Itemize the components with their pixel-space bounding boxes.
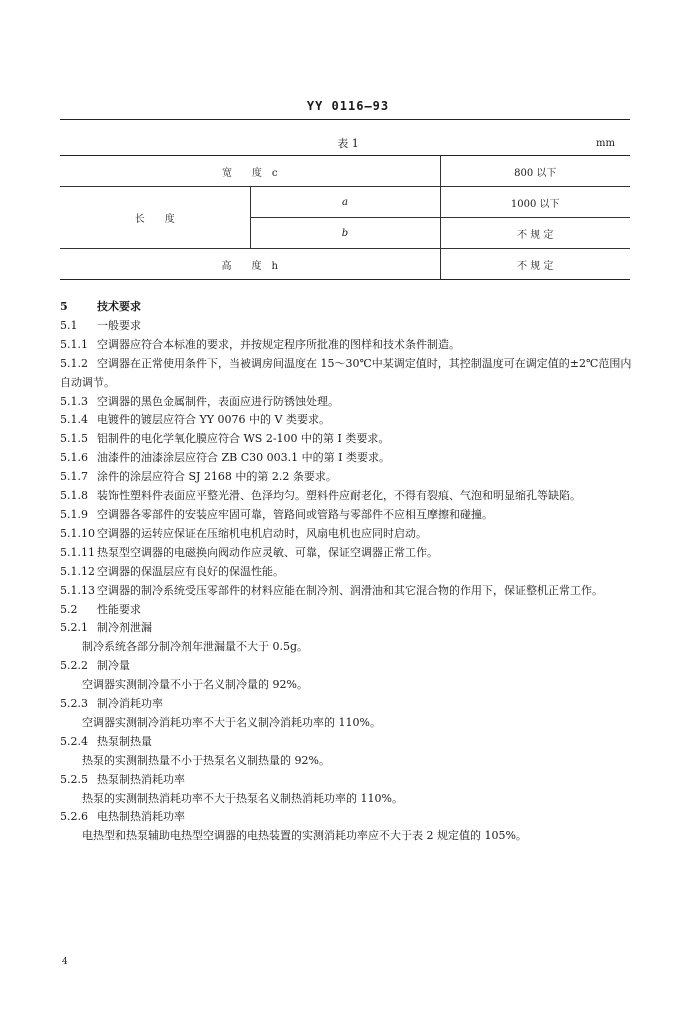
height-value-cell: 不 规 定 <box>440 249 630 280</box>
clause-body: 热泵的实测制热消耗功率不大于热泵名义制热消耗功率的 110%。 <box>82 791 403 805</box>
clause: 5.2.5 热泵制热消耗功率 <box>60 772 185 786</box>
clause: 5.1.3 空调器的黑色金属制件，表面应进行防锈蚀处理。 <box>60 394 339 408</box>
clause: 5.1.4 电镀件的镀层应符合 YY 0076 中的 V 类要求。 <box>60 413 330 427</box>
length-b-cell: b <box>250 218 440 249</box>
clause-body: 热泵的实测制热量不小于热泵名义制热量的 92%。 <box>82 753 330 767</box>
table-unit: mm <box>596 138 615 149</box>
table-row <box>60 187 630 218</box>
clause: 5.2.1 制冷剂泄漏 <box>60 621 152 635</box>
clause: 5.1.7 涂件的涂层应符合 SJ 2168 中的第 2.2 条要求。 <box>60 470 337 484</box>
clause: 5.1.5 铝制件的电化学氧化膜应符合 WS 2-100 中的第 I 类要求。 <box>60 432 390 446</box>
clause: 5.1.1 空调器应符合本标准的要求，并按规定程序所批准的图样和技术条件制造。 <box>60 337 460 351</box>
clause: 5.1.12 空调器的保温层应有良好的保温性能。 <box>60 564 284 578</box>
clause: 5.2.3 制冷消耗功率 <box>60 697 163 711</box>
length-b-value-cell: 不 规 定 <box>440 218 630 249</box>
length-label-cell: 长 度 <box>60 187 250 249</box>
clause: 5.1.11 热泵型空调器的电磁换向阀动作应灵敏、可靠，保证空调器正常工作。 <box>60 545 438 559</box>
clause: 5.1.2 空调器在正常使用条件下，当被调房间温度在 15～30℃中某调定值时，其控制温度可在调定值的±2℃范围内自动调节。 <box>60 356 632 389</box>
clause-body: 制冷系统各部分制冷剂年泄漏量不大于 0.5g。 <box>82 640 309 654</box>
clause-body: 空调器实测制冷消耗功率不大于名义制冷消耗功率的 110%。 <box>82 715 381 729</box>
clause: 5.2.6 电热制热消耗功率 <box>60 810 185 824</box>
clause: 5.2 性能要求 <box>60 602 141 616</box>
table-caption: 表 1 <box>337 137 359 150</box>
section-heading: 5 技术要求 <box>60 300 141 313</box>
table-row <box>60 156 630 187</box>
clause: 5.1.6 油漆件的油漆涂层应符合 ZB C30 003.1 中的第 I 类要求。 <box>60 451 390 465</box>
clause: 5.1.9 空调器各零部件的安装应牢固可靠，管路间或管路与零部件不应相互摩擦和碰撞。 <box>60 507 493 521</box>
clause: 5.1.13 空调器的制冷系统受压零部件的材料应能在制冷剂、润滑油和其它混合物的作用下，保证整机正常工作。 <box>60 583 603 597</box>
height-label-cell: 高 度 h <box>60 249 440 280</box>
clause: 5.2.2 制冷量 <box>60 659 130 673</box>
page-number: 4 <box>62 957 68 967</box>
clause: 5.1.10 空调器的运转应保证在压缩机电机启动时，风扇电机也应同时启动。 <box>60 526 427 540</box>
header-rule <box>60 119 630 120</box>
body-text <box>60 298 632 846</box>
length-a-value-cell: 1000 以下 <box>440 187 630 218</box>
width-label-cell: 宽 度 c <box>60 156 440 187</box>
table-row <box>60 249 630 280</box>
clause: 5.1 一般要求 <box>60 318 141 332</box>
dimension-table <box>60 155 630 280</box>
clause-body: 电热型和热泵辅助电热型空调器的电热装置的实测消耗功率应不大于表 2 规定值的 105%。 <box>82 829 527 843</box>
clause: 5.2.4 热泵制热量 <box>60 734 152 748</box>
clause: 5.1.8 装饰性塑料件表面应平整光滑、色泽均匀。塑料件应耐老化，不得有裂痕、气泡和明显缩孔等缺陷。 <box>60 489 581 503</box>
width-value-cell: 800 以下 <box>440 156 630 187</box>
length-a-cell: a <box>250 187 440 218</box>
standard-number: YY 0116—93 <box>306 99 390 113</box>
clause-body: 空调器实测制冷量不小于名义制冷量的 92%。 <box>82 678 308 692</box>
